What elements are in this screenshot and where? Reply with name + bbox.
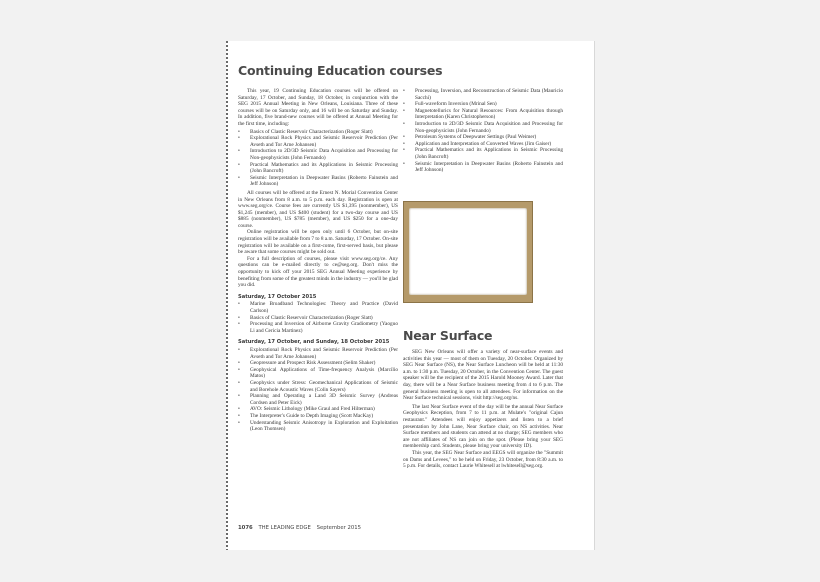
intro-paragraph: This year, 19 Continuing Education courses will be offered on Saturday, 17 October, and Sunday, 18 October, in conjunction with the SEG 2015 Annual Meeting in New Orleans, Louisiana. Three of these courses will be on Saturday only, and 16 will be on Saturday and Sunday. In addition, five brand-new courses will be offered at Annual Meeting for the first time, including: bbox=[238, 88, 398, 127]
list-item: • Explorational Rock Physics and Seismic Reservoir Prediction (Per Avseth and Tor Arne Johansen) bbox=[238, 347, 398, 360]
page-number: 1076 bbox=[238, 525, 253, 531]
journal-name: THE LEADING EDGE bbox=[258, 525, 311, 531]
photo-frame bbox=[403, 201, 533, 303]
saturday-heading: Saturday, 17 October 2015 bbox=[238, 293, 317, 300]
list-item: • Petroleum Systems of Deepwater Settings (Paul Weimer) bbox=[403, 134, 563, 141]
continued-courses-list bbox=[403, 88, 563, 174]
list-item: • Practical Mathematics and its Applications in Seismic Processing (John Bancroft) bbox=[403, 147, 563, 160]
description-paragraph: For a full description of courses, please visit www.seg.org/ce. Any questions can be e-mailed directly to ce@seg.org. Don't miss the opportunity to kick off your 2015 SEG Annual Meeting experience by benefiting from some of the greatest minds in the industry — you'll be glad you did. bbox=[238, 255, 398, 289]
list-item: • Magnetotellurics for Natural Resources: From Acquisition through Interpretation (Karen Christopherson) bbox=[403, 108, 563, 121]
list-item: • Practical Mathematics and its Applications in Seismic Processing (John Bancroft) bbox=[238, 162, 398, 175]
list-item: • Geophysics under Stress: Geomechanical Applications of Seismic and Borehole Acoustic Waves (Colin Sayers) bbox=[238, 380, 398, 393]
list-item: • Basics of Clastic Reservoir Characterization (Roger Slatt) bbox=[238, 129, 398, 136]
list-item: • Full-waveform Inversion (Mrinal Sen) bbox=[403, 101, 563, 108]
section-title-near-surface: Near Surface bbox=[403, 328, 493, 343]
list-item: • Marine Broadband Technologies: Theory and Practice (David Carlson) bbox=[238, 301, 398, 314]
right-column-courses bbox=[403, 88, 563, 176]
saturday-courses-list bbox=[238, 301, 398, 334]
online-registration-paragraph: Online registration will be open only until 6 October, but on-site registration will be available from 7 to 8 a.m. Saturday, 17 October. On-site registration will be available on a first-come, first-served basis, but please be aware that some courses might be sold out. bbox=[238, 229, 398, 256]
near-surface-paragraph-2: The last Near Surface event of the day will be the annual Near Surface Geophysics Reception, from 7 to 11 p.m. at Mulate's "original Cajun restaurant." Attendees will enjoy appetizers and listen to a brief presentation by John Lane, Near Surface chair, on NS activities. Near Surface members and students can attend at no charge; SEG members who are not affiliates of NS can join on the spot. (Please bring your SEG membership card. Students, please bring your university ID). bbox=[403, 403, 563, 450]
list-item: • Processing and Inversion of Airborne Gravity Gradiometry (Yaoguo Li and Cericia Martinez) bbox=[238, 321, 398, 334]
list-item: • AVO: Seismic Lithology (Mike Graul and Fred Hilterman) bbox=[238, 406, 398, 413]
left-column bbox=[238, 88, 398, 435]
page-footer bbox=[238, 525, 361, 531]
list-item: • Geopressure and Prospect Risk Assessment (Selim Shaker) bbox=[238, 360, 398, 367]
list-item: • Geophysical Applications of Time-frequency Analysis (Marcílio Matos) bbox=[238, 367, 398, 380]
list-item: • Application and Interpretation of Converted Waves (Jim Gaiser) bbox=[403, 141, 563, 148]
saturday-sunday-courses-list bbox=[238, 347, 398, 433]
near-surface-paragraph-3: This year, the SEG Near Surface and EEGS will organize the "Summit on Dams and Levees," to be held on Friday, 23 October, from 8:30 a.m. to 5 p.m. For details, contact Laurie Whitesell at lwhitesell@seg.org. bbox=[403, 449, 563, 470]
page-divider bbox=[594, 41, 595, 550]
issue-date: September 2015 bbox=[316, 525, 362, 531]
section-title-continuing-education: Continuing Education courses bbox=[238, 63, 443, 78]
near-surface-paragraph-1: SEG New Orleans will offer a variety of near-surface events and activities this year — most of them on Tuesday, 20 October. Organized by SEG Near Surface (NS), the Near Surface Luncheon will be held at 11:30 a.m. to 1:30 p.m. Tuesday, 20 October, in the Convention Center. The guest speaker will be the recipient of the 2015 Harold Mooney Award. Later that day, there will be a Near Surface business meeting from 4 to 6 p.m. The general business meeting is open to all attendees. For information on the Near Surface technical sessions, visit http://seg.org/ns. bbox=[403, 349, 563, 402]
binding-edge bbox=[226, 41, 228, 550]
list-item: • Introduction to 2D/3D Seismic Data Acquisition and Processing for Non-geophysicists (John Fernando) bbox=[403, 121, 563, 134]
new-courses-list bbox=[238, 129, 398, 188]
near-surface-column bbox=[403, 349, 563, 470]
list-item: • The Interpreter's Guide to Depth Imaging (Scott MacKay) bbox=[238, 413, 398, 420]
photo-image-area bbox=[409, 208, 527, 295]
saturday-sunday-heading: Saturday, 17 October, and Sunday, 18 October 2015 bbox=[238, 339, 390, 346]
list-item: • Processing, Inversion, and Reconstruction of Seismic Data (Mauricio Sacchi) bbox=[403, 88, 563, 101]
list-item: • Seismic Interpretation in Deepwater Basins (Roberto Fainstein and Jeff Johnson) bbox=[238, 175, 398, 188]
list-item: • Introduction to 2D/3D Seismic Data Acquisition and Processing for Non-geophysicists (John Fernando) bbox=[238, 148, 398, 161]
registration-paragraph: All courses will be offered at the Ernest N. Morial Convention Center in New Orleans from 8 a.m. to 5 p.m. each day. Registration is open at www.seg.org/ce. Course fees are currently US $1,395 (nonmember), US $1,245 (member), and US $400 (student) for a two-day course and US $885 (nonmember), US $785 (member), and US $250 for a one-day course. bbox=[238, 189, 398, 229]
list-item: • Explorational Rock Physics and Seismic Reservoir Prediction (Per Avseth and Tor Arne Johansen) bbox=[238, 135, 398, 148]
list-item: • Basics of Clastic Reservoir Characterization (Roger Slatt) bbox=[238, 315, 398, 322]
list-item: • Seismic Interpretation in Deepwater Basins (Roberto Fainstein and Jeff Johnson) bbox=[403, 161, 563, 174]
list-item: • Understanding Seismic Anisotropy in Exploration and Exploitation (Leon Thomsen) bbox=[238, 420, 398, 433]
list-item: • Planning and Operating a Land 3D Seismic Survey (Andreas Cordsen and Peter Eick) bbox=[238, 393, 398, 406]
